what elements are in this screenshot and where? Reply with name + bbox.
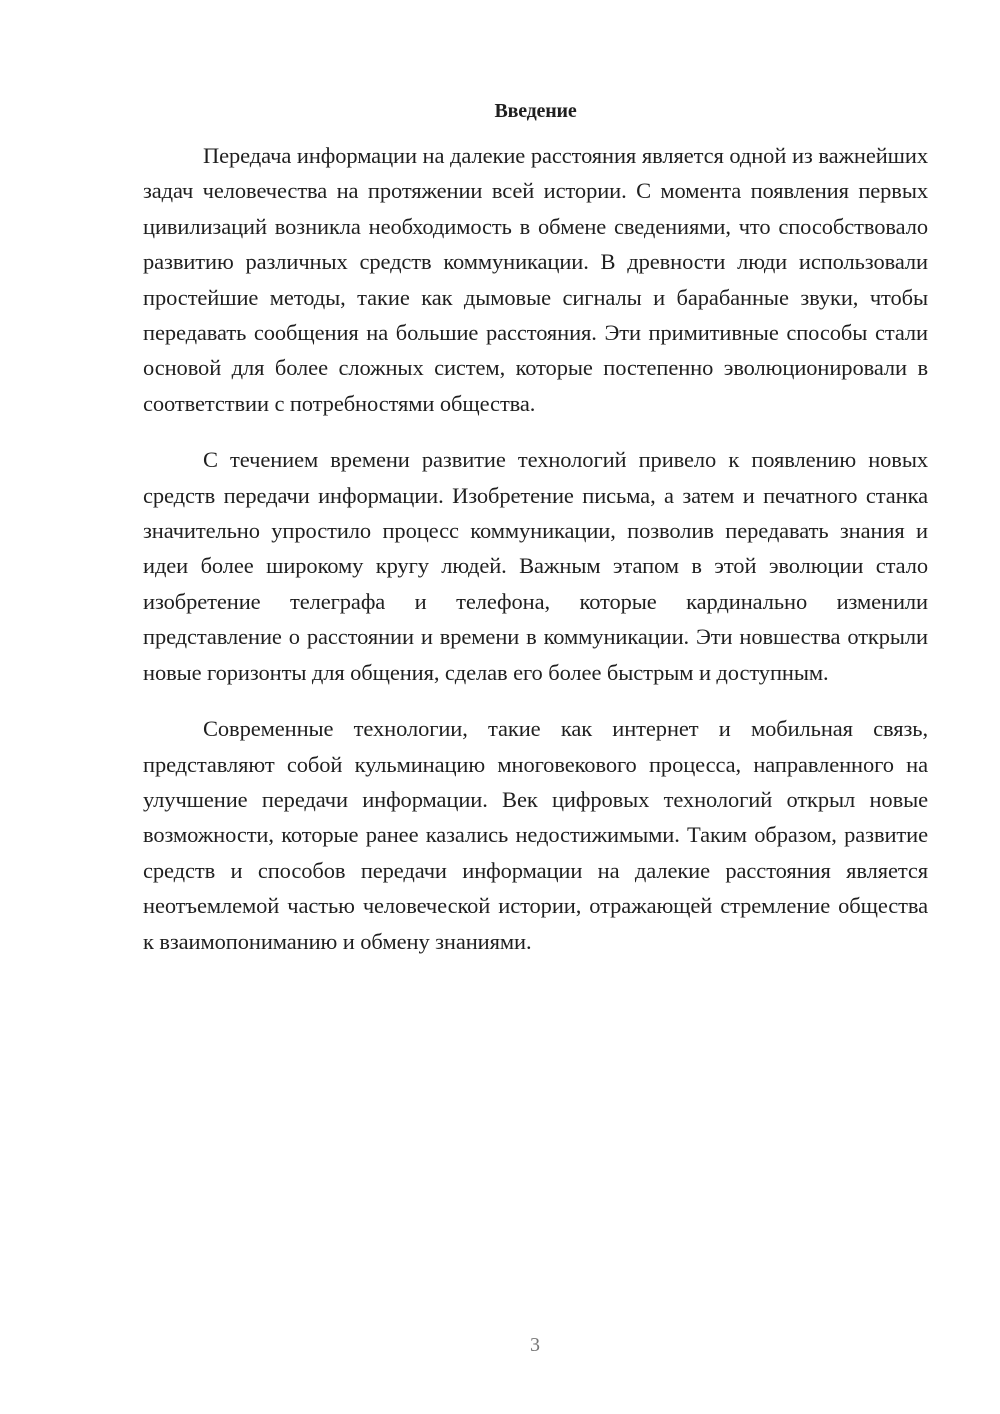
page-number: 3 <box>530 1334 540 1356</box>
paragraph-3: Современные технологии, такие как интернет и мобильная связь, представляют собой кульминацию многовекового процесса, направленного на улучшение передачи информации. Век цифровых технологий открыл новые возможности, которые ранее казались недостижимыми. Таким образом, развитие средств и способов передачи информации на далекие расстояния является неотъемлемой частью человеческой истории, отражающей стремление общества к взаимопониманию и обмену знаниями. <box>143 716 928 954</box>
paragraph-2: С течением времени развитие технологий привело к появлению новых средств передачи информации. Изобретение письма, а затем и печатного станка значительно упростило процесс коммуникации, позволив передавать знания и идеи более широкому кругу людей. Важным этапом в этой эволюции стало изобретение телеграфа и телефона, которые кардинально изменили представление о расстоянии и времени в коммуникации. Эти новшества открыли новые горизонты для общения, сделав его более быстрым и доступным. <box>143 447 928 685</box>
section-title: Введение <box>494 100 577 122</box>
page-content <box>143 96 928 980</box>
paragraph-1: Передача информации на далекие расстояния является одной из важнейших задач человечества на протяжении всей истории. С момента появления первых цивилизаций возникла необходимость в обмене сведениями, что способствовало развитию различных средств коммуникации. В древности люди использовали простейшие методы, такие как дымовые сигналы и барабанные звуки, чтобы передавать сообщения на большие расстояния. Эти примитивные способы стали основой для более сложных систем, которые постепенно эволюционировали в соответствии с потребностями общества. <box>143 143 928 416</box>
